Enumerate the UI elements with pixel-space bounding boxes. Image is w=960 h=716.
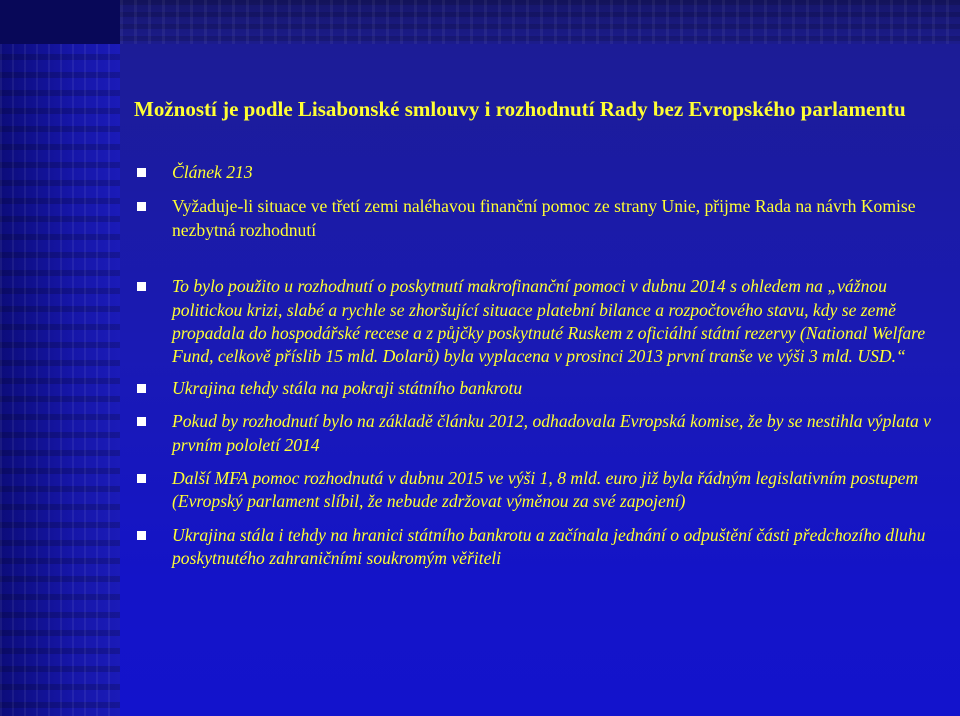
- left-grid-pattern: [0, 0, 120, 716]
- bullet-text: Ukrajina tehdy stála na pokraji státního bankrotu: [172, 377, 523, 398]
- bullet-item: [134, 524, 934, 571]
- bullet-text: Článek 213: [172, 162, 253, 182]
- top-grid-pattern: [120, 0, 960, 44]
- bullet-item: [134, 161, 934, 184]
- square-bullet-icon: [137, 531, 146, 540]
- bullet-text: Pokud by rozhodnutí bylo na základě článku 2012, odhadovala Evropská komise, že by se nestihla výplata v prvním pololetí 2014: [172, 411, 931, 455]
- square-bullet-icon: [137, 282, 146, 291]
- square-bullet-icon: [137, 474, 146, 483]
- square-bullet-icon: [137, 384, 146, 393]
- slide-title: Možností je podle Lisabonské smlouvy i rozhodnutí Rady bez Evropského parlamentu: [134, 97, 906, 121]
- bullet-text: To bylo použito u rozhodnutí o poskytnutí makrofinanční pomoci v dubnu 2014 s ohledem na „vážnou politickou krizi, slabé a rychle se zhoršující situace platební bilance a rozpočtového stavu, kdy se země propadala do hospodářské recese a z půjčky poskytnuté Ruskem z oficiální státní rezervy (National Welfare Fund, celkově příslib 15 mld. Dolarů) byla vyplacena v prosinci 2013 první tranše ve výši 3 mld. USD.“: [172, 276, 926, 367]
- bullet-item: [134, 467, 934, 514]
- bullet-item: [134, 377, 934, 400]
- slide-content: [134, 96, 934, 571]
- bullet-item: [134, 410, 934, 457]
- bullet-list: [134, 161, 934, 571]
- bullet-text: Ukrajina stála i tehdy na hranici státního bankrotu a začínala jednání o odpuštění části předchozího dluhu poskytnutého zahraničními soukromým věřiteli: [172, 524, 926, 569]
- corner-block: [0, 0, 120, 44]
- bullet-text: Vyžaduje-li situace ve třetí zemi naléhavou finanční pomoc ze strany Unie, přijme Rada na návrh Komise nezbytná rozhodnutí: [172, 196, 916, 240]
- bullet-item: [134, 275, 934, 369]
- square-bullet-icon: [137, 168, 146, 177]
- square-bullet-icon: [137, 417, 146, 426]
- bullet-item: [134, 195, 934, 242]
- bullet-text: Další MFA pomoc rozhodnutá v dubnu 2015 ve výši 1, 8 mld. euro již byla řádným legislativním postupem (Evropský parlament slíbil, že nebude zdržovat výměnou za své zapojení): [172, 468, 919, 512]
- square-bullet-icon: [137, 202, 146, 211]
